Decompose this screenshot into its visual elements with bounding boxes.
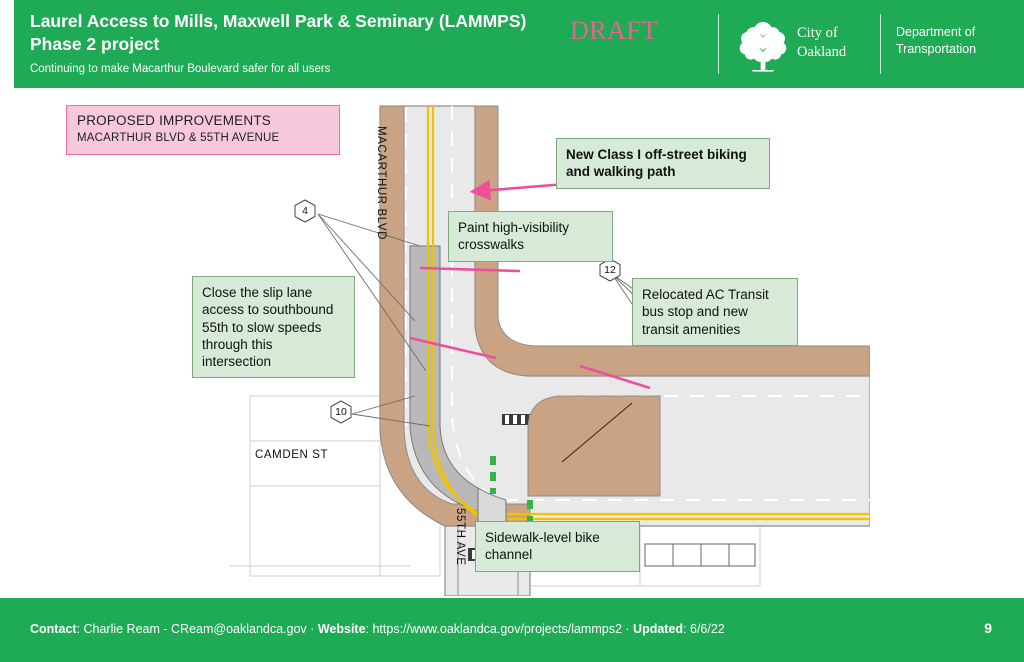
footer-updated-value: 6/6/22 [690, 622, 725, 636]
footer-separator-1: · [310, 622, 315, 636]
map-marker-10-label: 10 [335, 406, 347, 418]
footer-contact-value: Charlie Ream - CReam@oaklandca.gov [83, 622, 307, 636]
department-line1: Department of [896, 25, 976, 39]
street-label-camden-st: CAMDEN ST [255, 449, 329, 461]
department-line2: Transportation [896, 41, 977, 56]
city-logo-line2: Oakland [797, 43, 847, 60]
footer-updated-label: Updated [633, 622, 684, 636]
map-marker-12-label: 12 [604, 264, 616, 276]
department-label [896, 24, 1016, 57]
callout-sidewalk-bike-channel: Sidewalk-level bike channel [475, 521, 640, 572]
callout-relocated-bus-stop: Relocated AC Transit bus stop and new transit amenities [632, 278, 798, 346]
footer-contact-line: Contact: Charlie Ream - CReam@oaklandca.gov · Website: https://www.oaklandca.gov/projects/lammps2 · Updated: 6/6/22 [30, 622, 725, 636]
slide-footer [0, 598, 1024, 662]
page-number: 9 [984, 620, 992, 636]
street-label-55th-ave: 55TH AVE [454, 508, 466, 566]
slide-header [0, 0, 1024, 88]
bus-stop-shelter [645, 544, 755, 566]
oak-tree-icon [733, 18, 793, 72]
footer-contact-label: Contact [30, 622, 77, 636]
ne-corner-landscaping [528, 396, 660, 496]
city-of-oakland-logo [733, 16, 883, 74]
footer-separator-2: · [625, 622, 630, 636]
map-marker-10 [330, 400, 352, 424]
page-subtitle: Continuing to make Macarthur Boulevard safer for all users [30, 63, 331, 76]
map-marker-12 [599, 258, 621, 282]
callout-paint-crosswalks: Paint high-visibility crosswalks [448, 211, 613, 262]
footer-website-value[interactable]: https://www.oaklandca.gov/projects/lammps2 [372, 622, 622, 636]
header-left-accent-bar [0, 0, 14, 88]
page-title: Laurel Access to Mills, Maxwell Park & Seminary (LAMMPS) Phase 2 project [30, 11, 527, 55]
header-divider-left [718, 14, 719, 74]
footer-website-label: Website [317, 622, 366, 636]
map-marker-4 [294, 199, 316, 223]
city-logo-text [797, 24, 846, 61]
street-label-macarthur: MACARTHUR BLVD [375, 126, 387, 241]
city-logo-line1: City of [797, 25, 838, 41]
proposed-improvements-subtitle: MACARTHUR BLVD & 55TH AVENUE [77, 132, 280, 144]
callout-close-slip-lane: Close the slip lane access to southbound 55th to slow speeds through this intersection [192, 276, 355, 378]
draft-stamp: DRAFT [570, 16, 658, 45]
header-title-block [30, 10, 550, 77]
map-marker-4-label: 4 [302, 205, 308, 217]
callout-new-class-i-path: New Class I off-street biking and walking path [556, 138, 770, 189]
proposed-improvements-title: PROPOSED IMPROVEMENTS [77, 113, 271, 128]
